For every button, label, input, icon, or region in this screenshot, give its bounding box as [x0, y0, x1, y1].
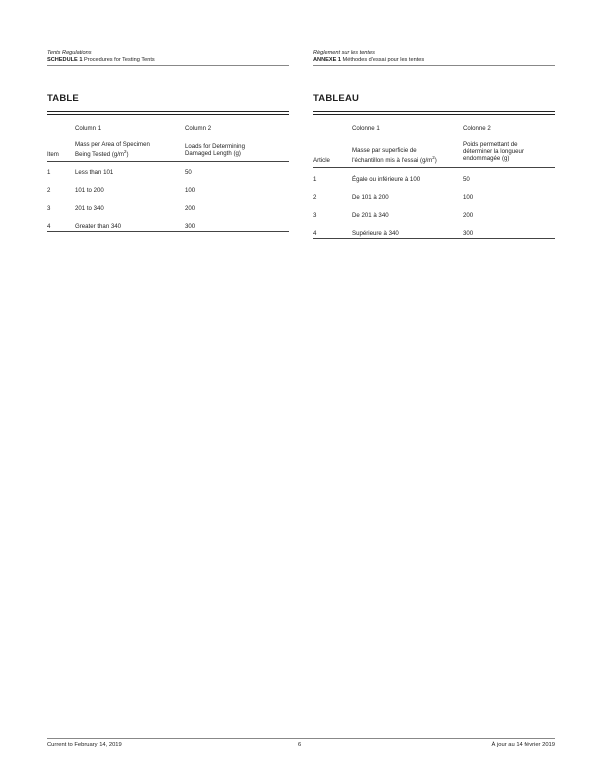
mass-header-line2: Being Tested (g/m [75, 151, 125, 159]
load-header [185, 143, 245, 157]
column-2-header-fr: Colonne 2 [463, 125, 491, 132]
table-row-mass-fr: Supérieure à 340 [352, 230, 399, 237]
mass-header-line1-fr: Masse par superficie de [352, 147, 417, 154]
schedule-description: Procedures for Testing Tents [84, 56, 155, 63]
schedule-number-fr: ANNEXE 1 [313, 56, 341, 63]
item-header: Item [47, 151, 59, 158]
table-row-mass: Less than 101 [75, 169, 114, 176]
table-row-item: 4 [47, 223, 51, 230]
table-bottom-rule [47, 231, 289, 232]
header-bottom-rule [47, 161, 289, 162]
table-row-item: 3 [47, 205, 51, 212]
item-header-fr: Article [313, 157, 330, 164]
table-row-load-fr: 300 [463, 230, 474, 237]
header-bottom-rule-fr [313, 167, 555, 168]
table-row-mass: Greater than 340 [75, 223, 122, 230]
table-title-fr: TABLEAU [313, 93, 360, 104]
table-row-load: 200 [185, 205, 196, 212]
mass-header-line1: Mass per Area of Specimen [75, 141, 150, 148]
table-row-load: 100 [185, 187, 196, 194]
table-row-item: 1 [47, 169, 51, 176]
table-row-load-fr: 200 [463, 212, 474, 219]
header-rule-fr [313, 65, 555, 66]
table-row-item-fr: 4 [313, 230, 317, 237]
mass-header-close: ) [126, 151, 129, 159]
table-top-rule [47, 111, 289, 115]
table-row-item: 2 [47, 187, 51, 194]
schedule-description-fr: Méthodes d'essai pour les tentes [342, 56, 425, 63]
table-row-item-fr: 3 [313, 212, 317, 219]
footer-currency-date: Current to February 14, 2019 [47, 742, 122, 748]
table-row-mass-fr: De 201 à 340 [352, 212, 389, 219]
mass-header [75, 141, 150, 158]
table-row-mass: 101 to 200 [75, 187, 104, 194]
footer-currency-date-fr: À jour au 14 février 2019 [491, 742, 555, 748]
regulation-title: Tents Regulations [47, 50, 92, 56]
mass-header-fr [352, 147, 437, 164]
table-row-load-fr: 50 [463, 176, 470, 183]
table-row-load: 300 [185, 223, 196, 230]
table-row-load: 50 [185, 169, 192, 176]
column-1-header: Column 1 [75, 125, 102, 132]
mass-header-line2-fr: l'échantillon mis à l'essai (g/m [352, 157, 433, 165]
regulation-title-fr: Règlement sur les tentes [313, 50, 375, 56]
column-2-header: Column 2 [185, 125, 212, 132]
table-row-item-fr: 2 [313, 194, 317, 201]
table-row-mass-fr: Égale ou inférieure à 100 [352, 176, 421, 183]
column-1-header-fr: Colonne 1 [352, 125, 380, 132]
load-header-line1: Loads for Determining [185, 143, 245, 150]
running-header-en [47, 50, 289, 63]
mass-header-superscript-fr: 2 [432, 155, 435, 160]
running-header-fr [313, 50, 555, 63]
load-header-line3-fr: endommagée (g) [463, 155, 510, 162]
mass-header-close-fr: ) [434, 157, 437, 165]
footer-rule [47, 738, 555, 739]
page-number: 6 [298, 742, 302, 748]
table-row-mass: 201 to 340 [75, 205, 104, 212]
table-bottom-rule-fr [313, 238, 555, 239]
load-header-line2-fr: déterminer la longueur [463, 148, 524, 155]
table-title: TABLE [47, 93, 79, 104]
table-row-mass-fr: De 101 à 200 [352, 194, 389, 201]
mass-header-superscript: 2 [124, 149, 127, 154]
load-header-line1-fr: Poids permettant de [463, 141, 518, 148]
schedule-number: SCHEDULE 1 [47, 56, 83, 63]
load-header-line2: Damaged Length (g) [185, 150, 241, 157]
table-row-load-fr: 100 [463, 194, 474, 201]
schedule-line-fr [313, 57, 555, 64]
table-row-item-fr: 1 [313, 176, 317, 183]
schedule-line [47, 57, 289, 64]
header-rule [47, 65, 289, 66]
load-header-fr [463, 141, 524, 162]
table-top-rule-fr [313, 111, 555, 115]
